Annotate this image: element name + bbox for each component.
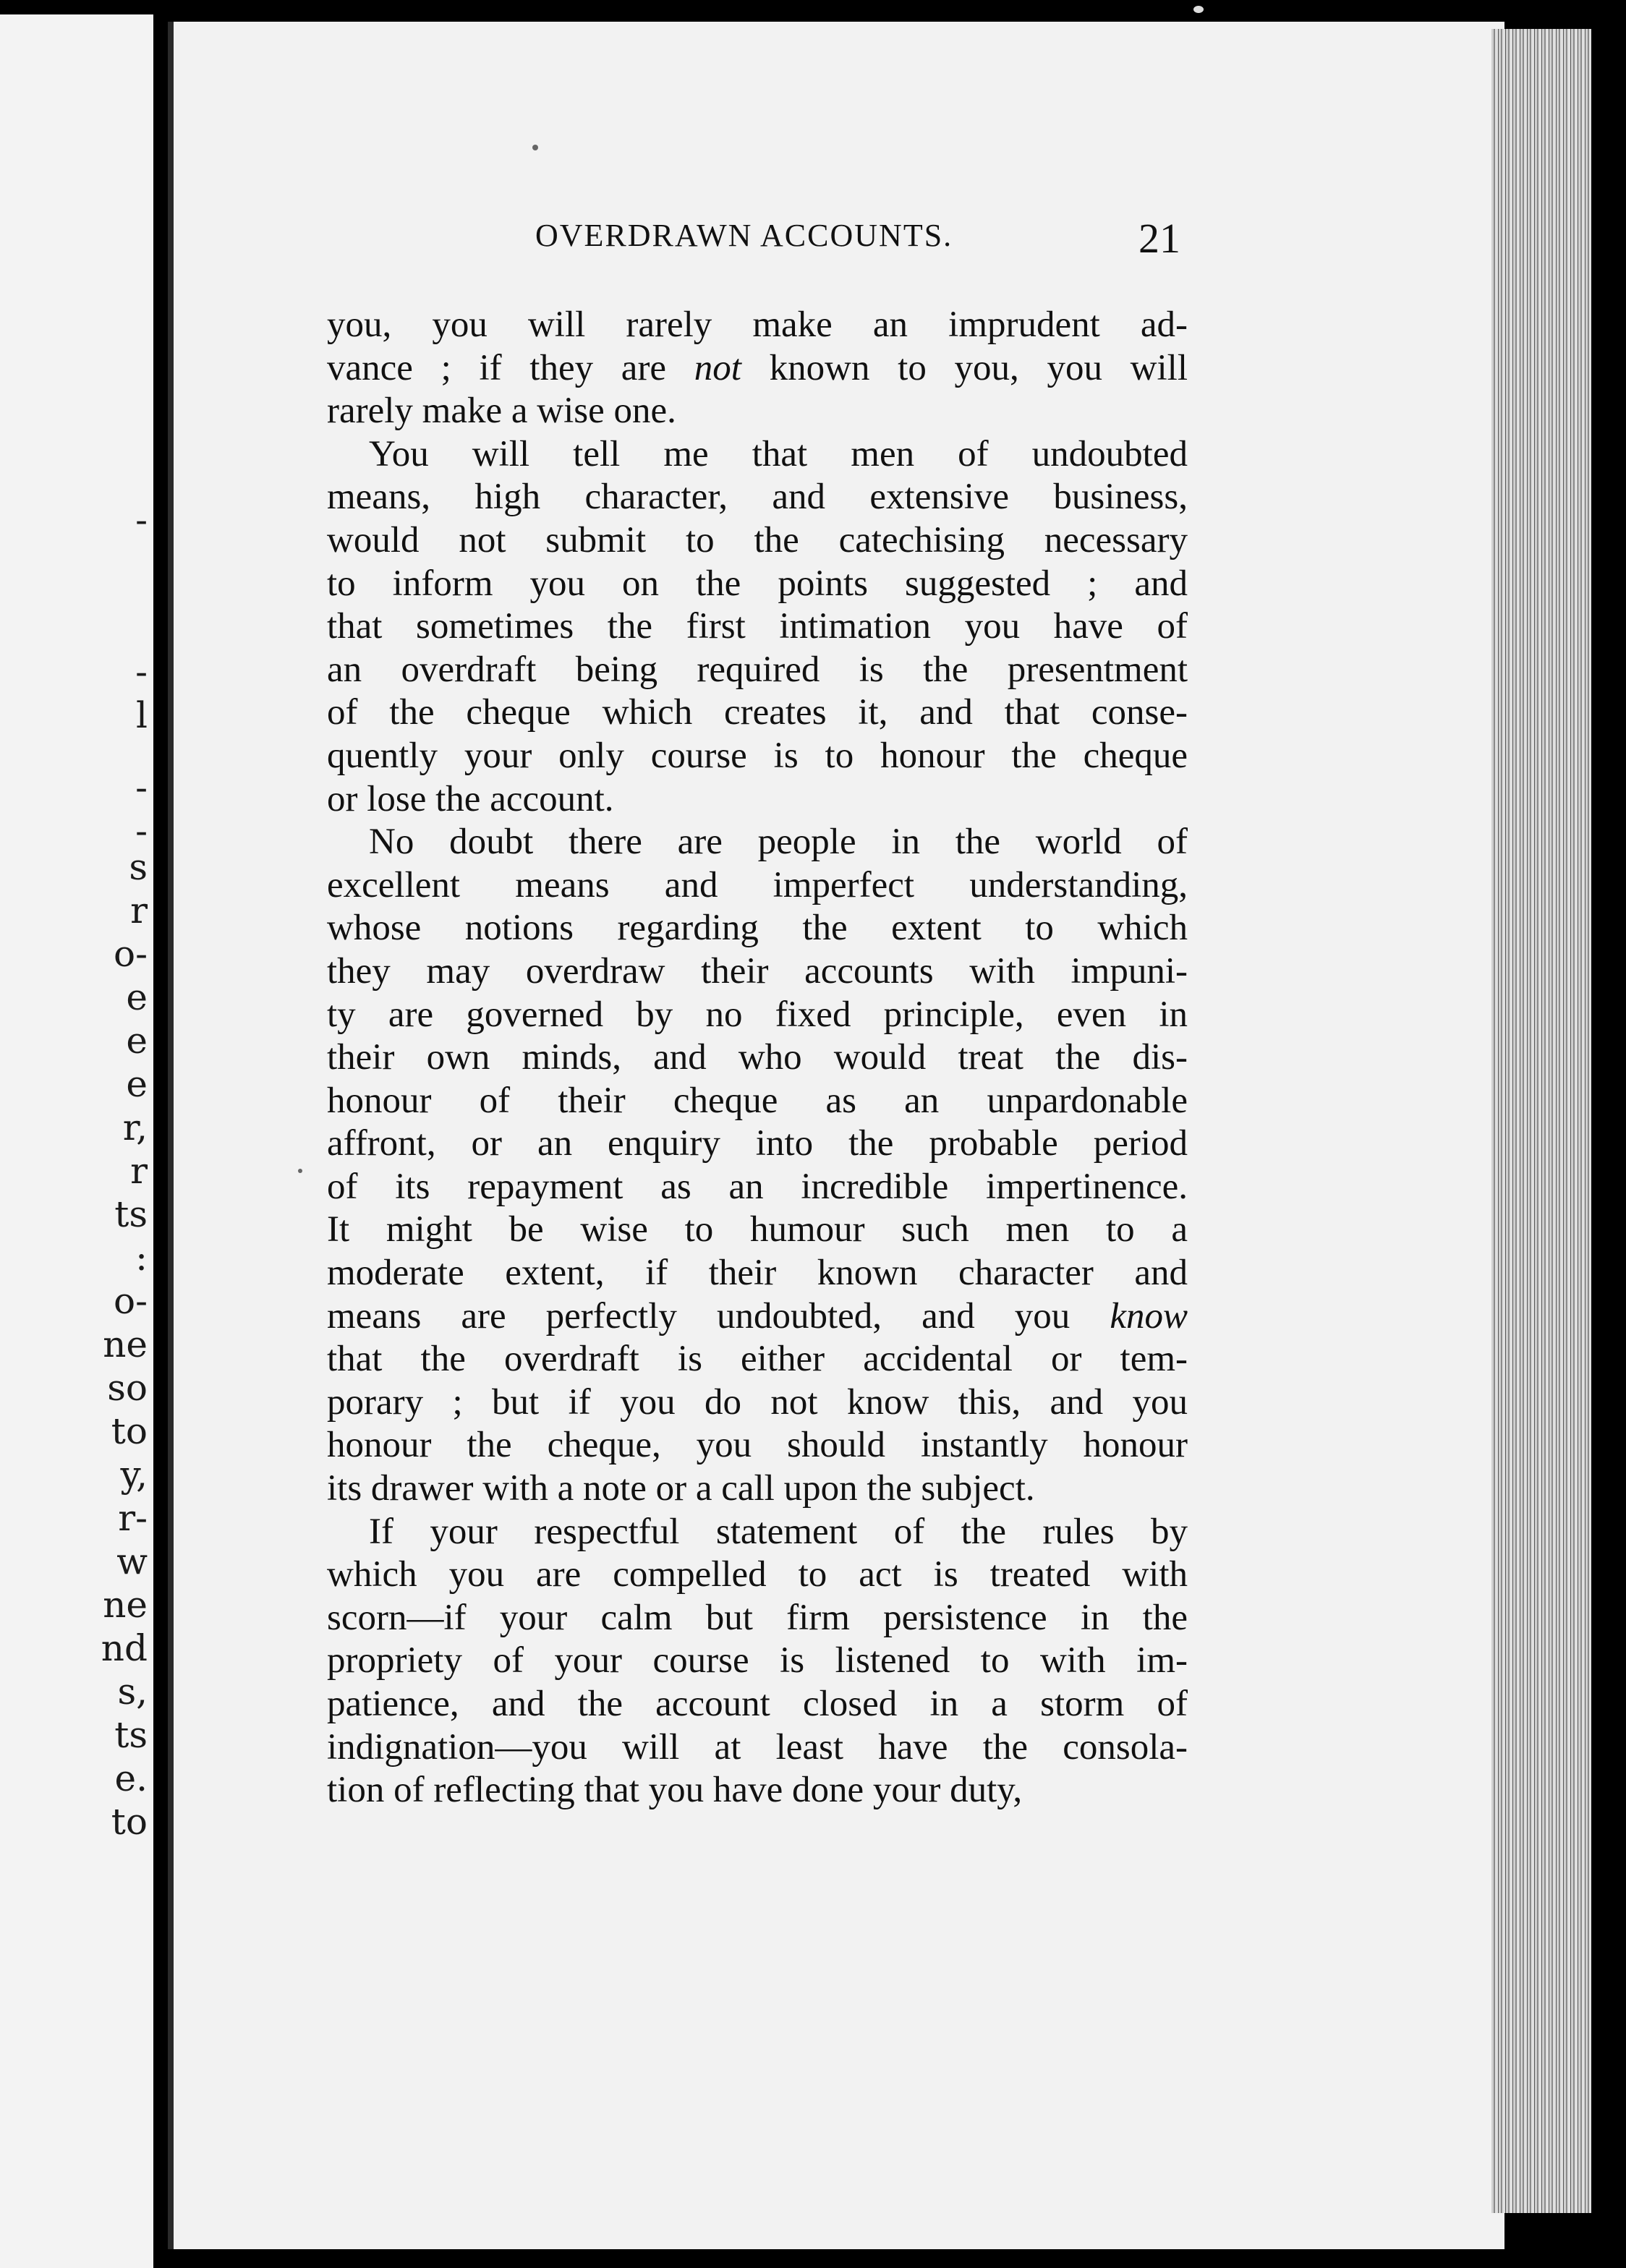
cut-off-text-fragment: ts — [114, 1193, 148, 1235]
text-run: rarely make a wise one. — [327, 391, 676, 432]
text-run: or lose the account. — [327, 778, 614, 819]
text-run: that the overdraft is either accidental or tem- — [327, 1339, 1188, 1380]
cut-off-text-fragment: r — [130, 1150, 148, 1192]
text-run: of its repayment as an incredible impertinence. — [327, 1166, 1188, 1207]
text-run: No doubt there are people in the world of — [369, 822, 1188, 863]
text-line — [327, 1640, 1188, 1683]
text-run: tion of reflecting that you have done your duty, — [327, 1770, 1023, 1811]
text-line — [327, 1036, 1188, 1080]
text-line — [327, 821, 1188, 864]
cut-off-text-fragment: nd — [101, 1627, 148, 1669]
cut-off-text-fragment: : — [135, 1237, 148, 1279]
text-run: It might be wise to humour such men to a — [327, 1209, 1188, 1250]
text-run: honour of their cheque as an unpardonable — [327, 1080, 1188, 1121]
cut-off-text-fragment: s, — [117, 1671, 148, 1713]
text-run: they may overdraw their accounts with impuni- — [327, 950, 1188, 992]
cut-off-text-fragment: y, — [120, 1454, 148, 1496]
text-run: You will tell me that men of undoubted — [369, 433, 1188, 474]
italic-word: know — [1110, 1295, 1188, 1336]
cut-off-text-fragment: e. — [114, 1757, 148, 1799]
text-line — [327, 864, 1188, 908]
text-line — [327, 1553, 1188, 1597]
text-run: porary ; but if you do not know this, and you — [327, 1381, 1188, 1423]
scan-border-right — [1591, 0, 1626, 2268]
text-run: affront, or an enquiry into the probable period — [327, 1123, 1188, 1164]
cut-off-text-fragment: r — [130, 890, 148, 932]
text-line — [327, 1726, 1188, 1770]
cut-off-text-fragment: ne — [103, 1323, 148, 1365]
text-line — [327, 1467, 1188, 1511]
text-line — [327, 1683, 1188, 1726]
text-run: moderate extent, if their known character and — [327, 1253, 1188, 1294]
text-run: means are perfectly undoubted, and you — [327, 1295, 1110, 1336]
cut-off-text-fragment: s — [129, 846, 148, 888]
running-head: OVERDRAWN ACCOUNTS. — [535, 218, 953, 253]
cut-off-text-fragment: e — [126, 1063, 148, 1105]
text-run: that sometimes the first intimation you have of — [327, 606, 1188, 647]
body-text — [327, 304, 1188, 1812]
text-run: of the cheque which creates it, and that conse- — [327, 692, 1188, 733]
italic-word: not — [694, 347, 741, 388]
text-line — [327, 1252, 1188, 1295]
text-line — [327, 778, 1188, 822]
text-run: indignation—you will at least have the consola- — [327, 1726, 1188, 1768]
cut-off-text-fragment: - — [135, 810, 148, 852]
text-run: their own minds, and who would treat the dis- — [327, 1037, 1188, 1078]
text-run: known to you, you will — [741, 347, 1188, 388]
text-line — [327, 1424, 1188, 1467]
cut-off-text-fragment: - — [135, 651, 148, 693]
cut-off-text-fragment: r, — [122, 1107, 148, 1148]
text-line — [327, 476, 1188, 519]
cut-off-text-fragment: to — [111, 1410, 148, 1452]
text-run: propriety of your course is listened to with im- — [327, 1640, 1188, 1681]
text-line — [327, 950, 1188, 994]
text-run: honour the cheque, you should instantly honour — [327, 1425, 1188, 1466]
text-line — [327, 605, 1188, 649]
cut-off-text-fragment: so — [107, 1367, 148, 1409]
text-line — [327, 649, 1188, 692]
text-run: quently your only course is to honour the cheque — [327, 735, 1188, 776]
text-line — [327, 691, 1188, 735]
paper-speck — [532, 145, 538, 150]
text-run: its drawer with a note or a call upon the subject. — [327, 1468, 1035, 1509]
cut-off-text-fragment: to — [111, 1801, 148, 1843]
cut-off-text-fragment: o- — [114, 1280, 148, 1322]
text-run: to inform you on the points suggested ; and — [327, 563, 1188, 604]
text-line — [327, 1166, 1188, 1209]
text-run: If your respectful statement of the rules by — [369, 1511, 1188, 1552]
cut-off-text-fragment: l — [136, 694, 148, 736]
text-run: whose notions regarding the extent to which — [327, 908, 1188, 949]
paper-speck — [1193, 6, 1204, 13]
text-line — [327, 563, 1188, 606]
text-line — [327, 1338, 1188, 1381]
text-line — [327, 1080, 1188, 1123]
text-line — [327, 994, 1188, 1037]
text-run: you, you will rarely make an imprudent ad- — [327, 304, 1188, 345]
text-run: vance ; if they are — [327, 347, 694, 388]
cut-off-text-fragment: ts — [114, 1714, 148, 1756]
stacked-page-edges — [1491, 29, 1593, 2213]
cut-off-text-fragment: - — [135, 767, 148, 809]
cut-off-text-fragment: r- — [118, 1497, 148, 1539]
paper-speck — [298, 1169, 302, 1173]
text-run: ty are governed by no fixed principle, even in — [327, 994, 1188, 1035]
text-line — [327, 433, 1188, 477]
text-run: patience, and the account closed in a storm of — [327, 1684, 1188, 1724]
cut-off-text-fragment: e — [126, 1020, 148, 1062]
text-run: would not submit to the catechising necessary — [327, 519, 1188, 560]
text-line — [327, 1208, 1188, 1252]
text-run: scorn—if your calm but firm persistence in the — [327, 1597, 1188, 1638]
text-run: excellent means and imperfect understanding, — [327, 864, 1188, 905]
text-line — [327, 304, 1188, 347]
text-line — [327, 519, 1188, 563]
cut-off-text-fragment: ne — [103, 1584, 148, 1626]
text-line — [327, 390, 1188, 433]
cut-off-text-fragment: w — [116, 1540, 148, 1582]
text-line — [327, 735, 1188, 778]
text-line — [327, 347, 1188, 391]
text-line — [327, 907, 1188, 950]
cut-off-text-fragment: e — [126, 976, 148, 1018]
cut-off-text-fragment: - — [135, 499, 148, 541]
text-line — [327, 1511, 1188, 1554]
text-run: an overdraft being required is the presentment — [327, 649, 1188, 690]
text-run: means, high character, and extensive business, — [327, 477, 1188, 518]
text-run: which you are compelled to act is treated with — [327, 1554, 1188, 1595]
left-facing-page — [0, 14, 158, 2268]
page-number: 21 — [1138, 215, 1180, 262]
text-line — [327, 1597, 1188, 1640]
text-line — [327, 1381, 1188, 1425]
text-line — [327, 1295, 1188, 1339]
text-line — [327, 1769, 1188, 1812]
text-line — [327, 1122, 1188, 1166]
cut-off-text-fragment: o- — [114, 933, 148, 975]
page-inner-edge — [168, 22, 174, 2249]
